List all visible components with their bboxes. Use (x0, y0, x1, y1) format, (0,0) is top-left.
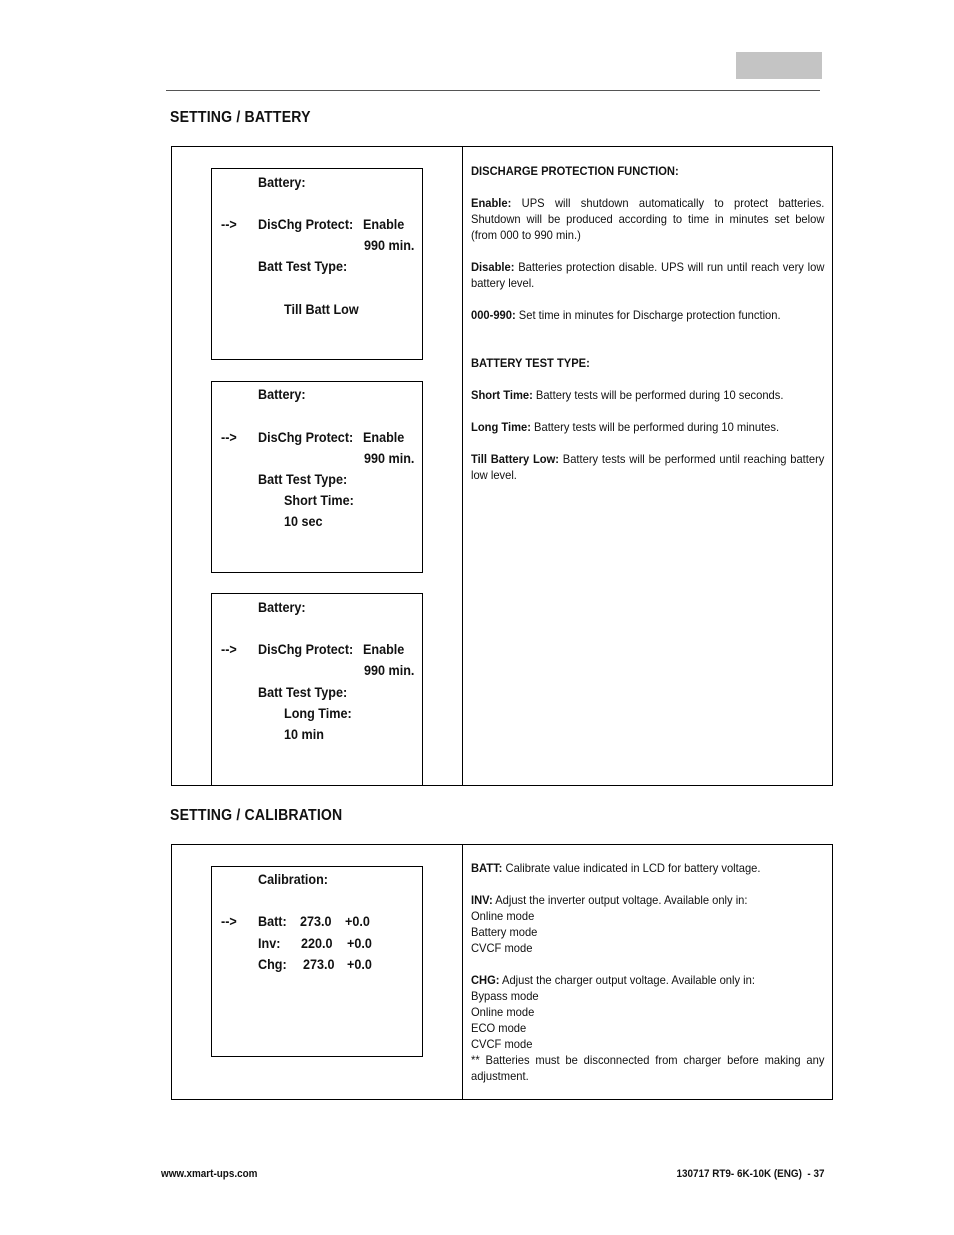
calibration-settings-table (171, 844, 833, 1100)
range-term: 000-990: (471, 308, 516, 322)
batt-term: BATT: (471, 861, 503, 875)
lcd-cursor-arrow: --> (221, 429, 237, 445)
lcd-title: Battery: (258, 599, 306, 615)
battery-settings-table (171, 146, 833, 786)
long-time-term: Long Time: (471, 420, 531, 434)
lcd-screen-calibration (211, 866, 423, 1057)
lcd-test-option: Till Batt Low (284, 301, 359, 317)
lcd-screen-till-batt-low (211, 168, 423, 360)
lcd-dischg-label: DisChg Protect: (258, 641, 354, 657)
column-divider (462, 147, 463, 785)
lcd-dischg-minutes: 990 min. (364, 662, 415, 678)
lcd-inv-value: 220.0 (301, 935, 333, 951)
range-paragraph (471, 307, 824, 323)
disable-term: Disable: (471, 260, 515, 274)
lcd-dischg-value: Enable (363, 429, 405, 445)
section-title-calibration: SETTING / CALIBRATION (170, 807, 343, 824)
lcd-cursor-arrow: --> (221, 216, 237, 232)
enable-text: UPS will shutdown automatically to protect batteries. Shutdown will be produced according to time in minutes set below (from 000 to 990 min.) (471, 196, 825, 242)
footer-doc-ref: 130717 RT9- 6K-10K (ENG) - 37 (675, 1168, 824, 1180)
long-time-text: Battery tests will be performed during 10 minutes. (534, 420, 780, 434)
header-rule (166, 90, 820, 91)
chg-term: CHG: (471, 973, 500, 987)
lcd-chg-label: Chg: (258, 956, 287, 972)
lcd-test-option: Short Time: (284, 492, 354, 508)
lcd-inv-label: Inv: (258, 935, 281, 951)
batt-paragraph (471, 860, 824, 876)
lcd-cursor-arrow: --> (221, 641, 237, 657)
disconnect-note: ** Batteries must be disconnected from charger before making any adjustment. (471, 1053, 825, 1083)
lcd-test-duration: 10 min (284, 726, 324, 742)
chg-mode-item: ECO mode (471, 1021, 527, 1035)
inv-term: INV: (471, 893, 493, 907)
column-divider (462, 845, 463, 1099)
lcd-dischg-label: DisChg Protect: (258, 429, 354, 445)
till-low-text: Battery tests will be performed until reaching battery low level. (471, 452, 825, 482)
header-gray-tab (736, 52, 822, 79)
short-time-term: Short Time: (471, 388, 533, 402)
discharge-heading: DISCHARGE PROTECTION FUNCTION: (471, 164, 679, 178)
chg-text: Adjust the charger output voltage. Available only in: (502, 973, 755, 987)
till-low-term: Till Battery Low: (471, 452, 559, 466)
till-low-paragraph (471, 451, 824, 483)
lcd-batt-label: Batt: (258, 913, 287, 929)
lcd-screen-long-time (211, 593, 423, 786)
lcd-test-option: Long Time: (284, 705, 352, 721)
lcd-dischg-minutes: 990 min. (364, 450, 415, 466)
inv-mode-item: CVCF mode (471, 941, 533, 955)
lcd-test-type-label: Batt Test Type: (258, 684, 348, 700)
inv-text: Adjust the inverter output voltage. Available only in: (495, 893, 748, 907)
lcd-chg-adjust: +0.0 (347, 956, 372, 972)
chg-mode-item: Bypass mode (471, 989, 539, 1003)
section-title-battery: SETTING / BATTERY (170, 109, 311, 126)
batt-text: Calibrate value indicated in LCD for battery voltage. (505, 861, 761, 875)
short-time-text: Battery tests will be performed during 10 seconds. (535, 388, 784, 402)
short-time-paragraph (471, 387, 824, 403)
test-type-heading: BATTERY TEST TYPE: (471, 356, 590, 370)
lcd-dischg-value: Enable (363, 641, 405, 657)
range-text: Set time in minutes for Discharge protection function. (518, 308, 781, 322)
disable-text: Batteries protection disable. UPS will run until reach very low battery level. (471, 260, 825, 290)
lcd-dischg-minutes: 990 min. (364, 237, 415, 253)
lcd-test-type-label: Batt Test Type: (258, 471, 348, 487)
inv-mode-item: Battery mode (471, 925, 538, 939)
lcd-batt-value: 273.0 (300, 913, 332, 929)
chg-mode-item: CVCF mode (471, 1037, 533, 1051)
inv-mode-item: Online mode (471, 909, 535, 923)
lcd-dischg-value: Enable (363, 216, 405, 232)
lcd-cursor-arrow: --> (221, 913, 237, 929)
lcd-batt-adjust: +0.0 (345, 913, 370, 929)
inv-paragraph (471, 892, 824, 908)
lcd-title: Battery: (258, 386, 306, 402)
lcd-dischg-label: DisChg Protect: (258, 216, 354, 232)
lcd-test-type-label: Batt Test Type: (258, 258, 348, 274)
disable-paragraph (471, 259, 824, 291)
lcd-chg-value: 273.0 (303, 956, 335, 972)
battery-description (471, 163, 825, 483)
long-time-paragraph (471, 419, 824, 435)
calibration-description (471, 860, 825, 1084)
lcd-inv-adjust: +0.0 (347, 935, 372, 951)
lcd-test-duration: 10 sec (284, 513, 323, 529)
footer-website: www.xmart-ups.com (161, 1168, 258, 1180)
enable-paragraph (471, 195, 824, 243)
enable-term: Enable: (471, 196, 512, 210)
chg-paragraph (471, 972, 824, 988)
lcd-screen-short-time (211, 381, 423, 573)
chg-mode-item: Online mode (471, 1005, 535, 1019)
lcd-title: Calibration: (258, 871, 329, 887)
lcd-title: Battery: (258, 174, 306, 190)
